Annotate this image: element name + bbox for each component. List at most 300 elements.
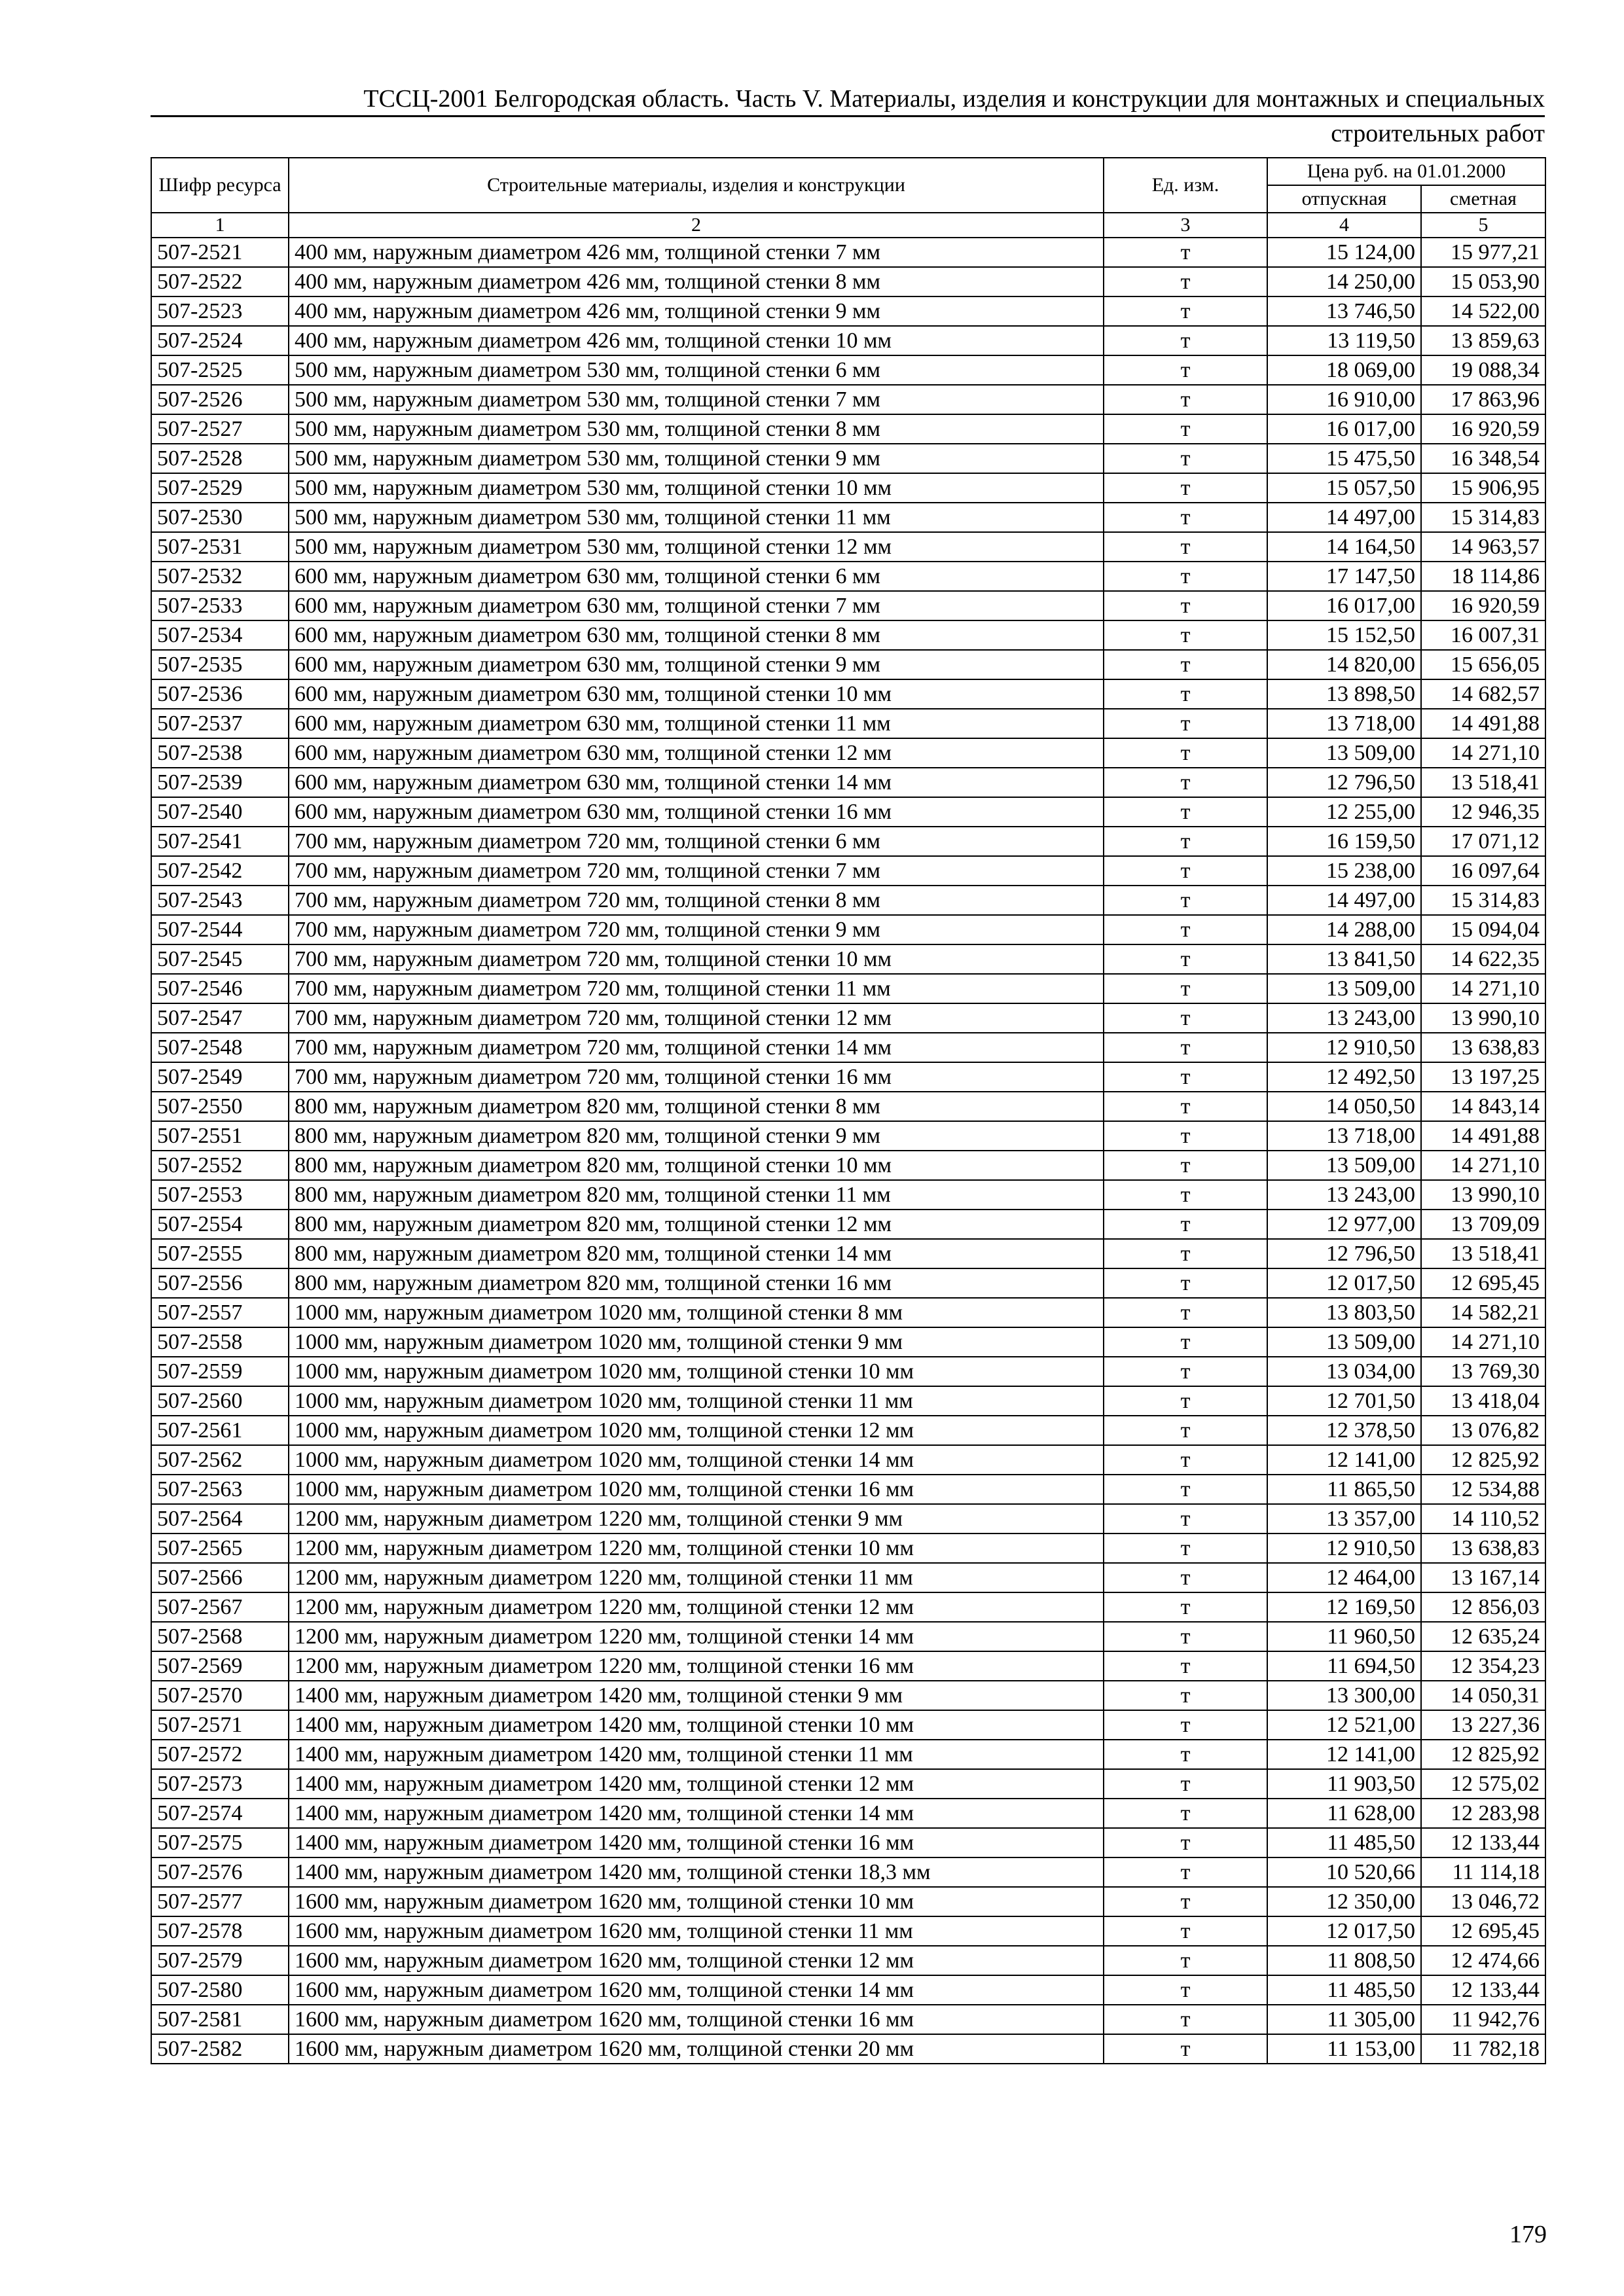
estimate-price-cell: 13 518,41 (1421, 1239, 1545, 1268)
estimate-price-cell: 14 271,10 (1421, 1327, 1545, 1357)
release-price-cell: 13 803,50 (1267, 1298, 1421, 1327)
material-description-cell: 500 мм, наружным диаметром 530 мм, толщиной стенки 9 мм (289, 444, 1104, 473)
resource-code-cell: 507-2551 (151, 1121, 289, 1151)
unit-cell: т (1104, 326, 1267, 355)
table-row (151, 326, 1545, 355)
material-description-cell: 500 мм, наружным диаметром 530 мм, толщиной стенки 12 мм (289, 532, 1104, 562)
resource-code-cell: 507-2557 (151, 1298, 289, 1327)
unit-cell: т (1104, 1445, 1267, 1475)
release-price-cell: 12 464,00 (1267, 1563, 1421, 1592)
material-description-cell: 1000 мм, наружным диаметром 1020 мм, толщиной стенки 11 мм (289, 1386, 1104, 1416)
estimate-price-cell: 15 977,21 (1421, 238, 1545, 267)
unit-cell: т (1104, 385, 1267, 414)
resource-code-cell: 507-2552 (151, 1151, 289, 1180)
release-price-cell: 11 960,50 (1267, 1622, 1421, 1651)
material-description-cell: 1200 мм, наружным диаметром 1220 мм, толщиной стенки 10 мм (289, 1534, 1104, 1563)
resource-code-cell: 507-2558 (151, 1327, 289, 1357)
resource-code-cell: 507-2540 (151, 797, 289, 827)
material-description-cell: 400 мм, наружным диаметром 426 мм, толщиной стенки 10 мм (289, 326, 1104, 355)
release-price-cell: 13 357,00 (1267, 1504, 1421, 1534)
release-price-cell: 11 485,50 (1267, 1975, 1421, 2005)
estimate-price-cell: 14 491,88 (1421, 1121, 1545, 1151)
unit-cell: т (1104, 1592, 1267, 1622)
material-description-cell: 600 мм, наружным диаметром 630 мм, толщиной стенки 12 мм (289, 738, 1104, 768)
estimate-price-cell: 16 097,64 (1421, 856, 1545, 886)
unit-cell: т (1104, 296, 1267, 326)
estimate-price-cell: 13 197,25 (1421, 1062, 1545, 1092)
resource-code-cell: 507-2528 (151, 444, 289, 473)
page-header (151, 82, 1545, 150)
column-header-price-group: Цена руб. на 01.01.2000 (1267, 158, 1545, 185)
material-description-cell: 700 мм, наружным диаметром 720 мм, толщиной стенки 8 мм (289, 886, 1104, 915)
resource-code-cell: 507-2545 (151, 944, 289, 974)
estimate-price-cell: 15 094,04 (1421, 915, 1545, 944)
unit-cell: т (1104, 1622, 1267, 1651)
estimate-price-cell: 13 638,83 (1421, 1534, 1545, 1563)
material-description-cell: 600 мм, наружным диаметром 630 мм, толщиной стенки 16 мм (289, 797, 1104, 827)
unit-cell: т (1104, 797, 1267, 827)
release-price-cell: 13 841,50 (1267, 944, 1421, 974)
unit-cell: т (1104, 1475, 1267, 1504)
resource-code-cell: 507-2561 (151, 1416, 289, 1445)
release-price-cell: 12 492,50 (1267, 1062, 1421, 1092)
material-description-cell: 1400 мм, наружным диаметром 1420 мм, толщиной стенки 11 мм (289, 1740, 1104, 1769)
unit-cell: т (1104, 1946, 1267, 1975)
material-description-cell: 1600 мм, наружным диаметром 1620 мм, толщиной стенки 20 мм (289, 2034, 1104, 2064)
table-row (151, 1062, 1545, 1092)
resource-code-cell: 507-2571 (151, 1710, 289, 1740)
material-description-cell: 600 мм, наружным диаметром 630 мм, толщиной стенки 8 мм (289, 620, 1104, 650)
resource-code-cell: 507-2535 (151, 650, 289, 679)
material-description-cell: 1000 мм, наружным диаметром 1020 мм, толщиной стенки 9 мм (289, 1327, 1104, 1357)
estimate-price-cell: 14 491,88 (1421, 709, 1545, 738)
unit-cell: т (1104, 1916, 1267, 1946)
release-price-cell: 15 124,00 (1267, 238, 1421, 267)
estimate-price-cell: 12 283,98 (1421, 1799, 1545, 1828)
table-row (151, 1416, 1545, 1445)
table-row (151, 1857, 1545, 1887)
unit-cell: т (1104, 1121, 1267, 1151)
material-description-cell: 1000 мм, наружным диаметром 1020 мм, толщиной стенки 16 мм (289, 1475, 1104, 1504)
table-row (151, 1710, 1545, 1740)
resource-code-cell: 507-2577 (151, 1887, 289, 1916)
unit-cell: т (1104, 1033, 1267, 1062)
resource-code-cell: 507-2548 (151, 1033, 289, 1062)
table-row (151, 1121, 1545, 1151)
resource-code-cell: 507-2546 (151, 974, 289, 1003)
material-description-cell: 400 мм, наружным диаметром 426 мм, толщиной стенки 9 мм (289, 296, 1104, 326)
resource-code-cell: 507-2575 (151, 1828, 289, 1857)
release-price-cell: 14 820,00 (1267, 650, 1421, 679)
material-description-cell: 1200 мм, наружным диаметром 1220 мм, толщиной стенки 9 мм (289, 1504, 1104, 1534)
unit-cell: т (1104, 1710, 1267, 1740)
page-number: 179 (1509, 2221, 1547, 2248)
estimate-price-cell: 12 635,24 (1421, 1622, 1545, 1651)
table-row (151, 944, 1545, 974)
material-description-cell: 1000 мм, наружным диаметром 1020 мм, толщиной стенки 8 мм (289, 1298, 1104, 1327)
material-description-cell: 500 мм, наружным диаметром 530 мм, толщиной стенки 7 мм (289, 385, 1104, 414)
material-description-cell: 700 мм, наружным диаметром 720 мм, толщиной стенки 6 мм (289, 827, 1104, 856)
estimate-price-cell: 15 053,90 (1421, 267, 1545, 296)
table-row (151, 267, 1545, 296)
column-number-row (151, 213, 1545, 238)
table-row (151, 915, 1545, 944)
material-description-cell: 600 мм, наружным диаметром 630 мм, толщиной стенки 14 мм (289, 768, 1104, 797)
resource-code-cell: 507-2554 (151, 1210, 289, 1239)
table-row (151, 1298, 1545, 1327)
material-description-cell: 800 мм, наружным диаметром 820 мм, толщиной стенки 11 мм (289, 1180, 1104, 1210)
resource-code-cell: 507-2522 (151, 267, 289, 296)
material-description-cell: 600 мм, наружным диаметром 630 мм, толщиной стенки 11 мм (289, 709, 1104, 738)
release-price-cell: 16 910,00 (1267, 385, 1421, 414)
release-price-cell: 12 169,50 (1267, 1592, 1421, 1622)
table-row (151, 886, 1545, 915)
release-price-cell: 15 152,50 (1267, 620, 1421, 650)
material-description-cell: 1600 мм, наружным диаметром 1620 мм, толщиной стенки 14 мм (289, 1975, 1104, 2005)
material-description-cell: 1400 мм, наружным диаметром 1420 мм, толщиной стенки 14 мм (289, 1799, 1104, 1828)
column-header-price-estimate: сметная (1421, 185, 1545, 213)
material-description-cell: 700 мм, наружным диаметром 720 мм, толщиной стенки 11 мм (289, 974, 1104, 1003)
material-description-cell: 1600 мм, наружным диаметром 1620 мм, толщиной стенки 16 мм (289, 2005, 1104, 2034)
unit-cell: т (1104, 444, 1267, 473)
table-row (151, 1916, 1545, 1946)
resource-code-cell: 507-2563 (151, 1475, 289, 1504)
table-row (151, 444, 1545, 473)
resource-code-cell: 507-2570 (151, 1681, 289, 1710)
table-row (151, 1799, 1545, 1828)
estimate-price-cell: 12 133,44 (1421, 1975, 1545, 2005)
resource-code-cell: 507-2581 (151, 2005, 289, 2034)
unit-cell: т (1104, 1799, 1267, 1828)
resource-code-cell: 507-2539 (151, 768, 289, 797)
release-price-cell: 12 796,50 (1267, 1239, 1421, 1268)
release-price-cell: 11 628,00 (1267, 1799, 1421, 1828)
material-description-cell: 1600 мм, наружным диаметром 1620 мм, толщиной стенки 12 мм (289, 1946, 1104, 1975)
resource-code-cell: 507-2526 (151, 385, 289, 414)
release-price-cell: 16 017,00 (1267, 591, 1421, 620)
resource-code-cell: 507-2550 (151, 1092, 289, 1121)
price-table (151, 157, 1546, 2064)
estimate-price-cell: 13 167,14 (1421, 1563, 1545, 1592)
material-description-cell: 1400 мм, наружным диаметром 1420 мм, толщиной стенки 18,3 мм (289, 1857, 1104, 1887)
material-description-cell: 800 мм, наружным диаметром 820 мм, толщиной стенки 10 мм (289, 1151, 1104, 1180)
material-description-cell: 1200 мм, наружным диаметром 1220 мм, толщиной стенки 14 мм (289, 1622, 1104, 1651)
table-row (151, 414, 1545, 444)
resource-code-cell: 507-2565 (151, 1534, 289, 1563)
unit-cell: т (1104, 1092, 1267, 1121)
release-price-cell: 14 288,00 (1267, 915, 1421, 944)
release-price-cell: 13 243,00 (1267, 1180, 1421, 1210)
table-row (151, 856, 1545, 886)
release-price-cell: 14 164,50 (1267, 532, 1421, 562)
table-row (151, 296, 1545, 326)
estimate-price-cell: 13 769,30 (1421, 1357, 1545, 1386)
table-row (151, 679, 1545, 709)
estimate-price-cell: 12 474,66 (1421, 1946, 1545, 1975)
table-row (151, 562, 1545, 591)
unit-cell: т (1104, 768, 1267, 797)
table-row (151, 797, 1545, 827)
material-description-cell: 600 мм, наружным диаметром 630 мм, толщиной стенки 10 мм (289, 679, 1104, 709)
table-row (151, 1033, 1545, 1062)
column-number: 2 (289, 213, 1104, 238)
resource-code-cell: 507-2524 (151, 326, 289, 355)
unit-cell: т (1104, 620, 1267, 650)
release-price-cell: 14 497,00 (1267, 503, 1421, 532)
column-header-materials: Строительные материалы, изделия и конструкции (289, 158, 1104, 213)
table-row (151, 1975, 1545, 2005)
table-row (151, 827, 1545, 856)
release-price-cell: 12 910,50 (1267, 1033, 1421, 1062)
material-description-cell: 1000 мм, наружным диаметром 1020 мм, толщиной стенки 12 мм (289, 1416, 1104, 1445)
release-price-cell: 16 159,50 (1267, 827, 1421, 856)
table-row (151, 1828, 1545, 1857)
estimate-price-cell: 11 114,18 (1421, 1857, 1545, 1887)
resource-code-cell: 507-2567 (151, 1592, 289, 1622)
table-row (151, 709, 1545, 738)
material-description-cell: 1200 мм, наружным диаметром 1220 мм, толщиной стенки 12 мм (289, 1592, 1104, 1622)
estimate-price-cell: 16 007,31 (1421, 620, 1545, 650)
resource-code-cell: 507-2521 (151, 238, 289, 267)
material-description-cell: 700 мм, наружным диаметром 720 мм, толщиной стенки 10 мм (289, 944, 1104, 974)
table-row (151, 974, 1545, 1003)
column-number: 3 (1104, 213, 1267, 238)
material-description-cell: 500 мм, наружным диаметром 530 мм, толщиной стенки 10 мм (289, 473, 1104, 503)
estimate-price-cell: 11 782,18 (1421, 2034, 1545, 2064)
estimate-price-cell: 12 695,45 (1421, 1268, 1545, 1298)
release-price-cell: 12 017,50 (1267, 1268, 1421, 1298)
estimate-price-cell: 12 575,02 (1421, 1769, 1545, 1799)
unit-cell: т (1104, 1416, 1267, 1445)
release-price-cell: 14 050,50 (1267, 1092, 1421, 1121)
column-header-unit: Ед. изм. (1104, 158, 1267, 213)
material-description-cell: 400 мм, наружным диаметром 426 мм, толщиной стенки 7 мм (289, 238, 1104, 267)
table-row (151, 503, 1545, 532)
unit-cell: т (1104, 915, 1267, 944)
table-row (151, 738, 1545, 768)
resource-code-cell: 507-2568 (151, 1622, 289, 1651)
unit-cell: т (1104, 974, 1267, 1003)
unit-cell: т (1104, 709, 1267, 738)
unit-cell: т (1104, 414, 1267, 444)
table-row (151, 1681, 1545, 1710)
release-price-cell: 14 497,00 (1267, 886, 1421, 915)
material-description-cell: 400 мм, наружным диаметром 426 мм, толщиной стенки 8 мм (289, 267, 1104, 296)
release-price-cell: 13 746,50 (1267, 296, 1421, 326)
estimate-price-cell: 14 963,57 (1421, 532, 1545, 562)
release-price-cell: 13 300,00 (1267, 1681, 1421, 1710)
unit-cell: т (1104, 2005, 1267, 2034)
estimate-price-cell: 17 071,12 (1421, 827, 1545, 856)
release-price-cell: 12 141,00 (1267, 1740, 1421, 1769)
unit-cell: т (1104, 679, 1267, 709)
release-price-cell: 13 898,50 (1267, 679, 1421, 709)
estimate-price-cell: 12 534,88 (1421, 1475, 1545, 1504)
release-price-cell: 13 718,00 (1267, 1121, 1421, 1151)
table-row (151, 1622, 1545, 1651)
unit-cell: т (1104, 886, 1267, 915)
estimate-price-cell: 15 656,05 (1421, 650, 1545, 679)
material-description-cell: 1400 мм, наружным диаметром 1420 мм, толщиной стенки 16 мм (289, 1828, 1104, 1857)
release-price-cell: 12 255,00 (1267, 797, 1421, 827)
release-price-cell: 11 485,50 (1267, 1828, 1421, 1857)
table-row (151, 1327, 1545, 1357)
release-price-cell: 15 057,50 (1267, 473, 1421, 503)
table-row (151, 1268, 1545, 1298)
unit-cell: т (1104, 2034, 1267, 2064)
release-price-cell: 12 910,50 (1267, 1534, 1421, 1563)
unit-cell: т (1104, 1327, 1267, 1357)
material-description-cell: 700 мм, наружным диаметром 720 мм, толщиной стенки 14 мм (289, 1033, 1104, 1062)
estimate-price-cell: 15 906,95 (1421, 473, 1545, 503)
resource-code-cell: 507-2542 (151, 856, 289, 886)
resource-code-cell: 507-2541 (151, 827, 289, 856)
table-row (151, 1180, 1545, 1210)
release-price-cell: 13 718,00 (1267, 709, 1421, 738)
resource-code-cell: 507-2547 (151, 1003, 289, 1033)
table-row (151, 473, 1545, 503)
resource-code-cell: 507-2530 (151, 503, 289, 532)
resource-code-cell: 507-2582 (151, 2034, 289, 2064)
release-price-cell: 13 509,00 (1267, 1327, 1421, 1357)
release-price-cell: 12 977,00 (1267, 1210, 1421, 1239)
estimate-price-cell: 12 946,35 (1421, 797, 1545, 827)
unit-cell: т (1104, 562, 1267, 591)
table-row (151, 591, 1545, 620)
estimate-price-cell: 13 518,41 (1421, 768, 1545, 797)
unit-cell: т (1104, 591, 1267, 620)
unit-cell: т (1104, 238, 1267, 267)
release-price-cell: 15 475,50 (1267, 444, 1421, 473)
estimate-price-cell: 15 314,83 (1421, 886, 1545, 915)
resource-code-cell: 507-2527 (151, 414, 289, 444)
resource-code-cell: 507-2536 (151, 679, 289, 709)
resource-code-cell: 507-2531 (151, 532, 289, 562)
estimate-price-cell: 13 709,09 (1421, 1210, 1545, 1239)
release-price-cell: 13 119,50 (1267, 326, 1421, 355)
unit-cell: т (1104, 1003, 1267, 1033)
material-description-cell: 500 мм, наружным диаметром 530 мм, толщиной стенки 6 мм (289, 355, 1104, 385)
table-row (151, 1740, 1545, 1769)
header-title-line1: ТССЦ-2001 Белгородская область. Часть V. Материалы, изделия и конструкции для монтажных и специальных (151, 82, 1545, 117)
resource-code-cell: 507-2566 (151, 1563, 289, 1592)
resource-code-cell: 507-2556 (151, 1268, 289, 1298)
estimate-price-cell: 15 314,83 (1421, 503, 1545, 532)
resource-code-cell: 507-2555 (151, 1239, 289, 1268)
estimate-price-cell: 16 348,54 (1421, 444, 1545, 473)
estimate-price-cell: 14 110,52 (1421, 1504, 1545, 1534)
estimate-price-cell: 12 825,92 (1421, 1445, 1545, 1475)
table-row (151, 1386, 1545, 1416)
material-description-cell: 700 мм, наружным диаметром 720 мм, толщиной стенки 16 мм (289, 1062, 1104, 1092)
release-price-cell: 11 903,50 (1267, 1769, 1421, 1799)
resource-code-cell: 507-2564 (151, 1504, 289, 1534)
material-description-cell: 700 мм, наружным диаметром 720 мм, толщиной стенки 12 мм (289, 1003, 1104, 1033)
table-row (151, 355, 1545, 385)
estimate-price-cell: 12 825,92 (1421, 1740, 1545, 1769)
estimate-price-cell: 14 271,10 (1421, 1151, 1545, 1180)
unit-cell: т (1104, 650, 1267, 679)
column-number: 4 (1267, 213, 1421, 238)
resource-code-cell: 507-2580 (151, 1975, 289, 2005)
resource-code-cell: 507-2544 (151, 915, 289, 944)
estimate-price-cell: 14 622,35 (1421, 944, 1545, 974)
material-description-cell: 700 мм, наружным диаметром 720 мм, толщиной стенки 7 мм (289, 856, 1104, 886)
release-price-cell: 13 509,00 (1267, 1151, 1421, 1180)
resource-code-cell: 507-2523 (151, 296, 289, 326)
table-row (151, 2005, 1545, 2034)
material-description-cell: 1000 мм, наружным диаметром 1020 мм, толщиной стенки 10 мм (289, 1357, 1104, 1386)
material-description-cell: 1400 мм, наружным диаметром 1420 мм, толщиной стенки 12 мм (289, 1769, 1104, 1799)
unit-cell: т (1104, 267, 1267, 296)
estimate-price-cell: 14 271,10 (1421, 974, 1545, 1003)
release-price-cell: 11 808,50 (1267, 1946, 1421, 1975)
release-price-cell: 12 350,00 (1267, 1887, 1421, 1916)
table-row (151, 1534, 1545, 1563)
column-header-code: Шифр ресурса (151, 158, 289, 213)
table-row (151, 1504, 1545, 1534)
resource-code-cell: 507-2534 (151, 620, 289, 650)
column-number: 1 (151, 213, 289, 238)
estimate-price-cell: 14 843,14 (1421, 1092, 1545, 1121)
resource-code-cell: 507-2532 (151, 562, 289, 591)
table-row (151, 532, 1545, 562)
unit-cell: т (1104, 1887, 1267, 1916)
estimate-price-cell: 14 582,21 (1421, 1298, 1545, 1327)
unit-cell: т (1104, 1740, 1267, 1769)
estimate-price-cell: 14 050,31 (1421, 1681, 1545, 1710)
release-price-cell: 10 520,66 (1267, 1857, 1421, 1887)
table-row (151, 1357, 1545, 1386)
material-description-cell: 1000 мм, наружным диаметром 1020 мм, толщиной стенки 14 мм (289, 1445, 1104, 1475)
estimate-price-cell: 12 133,44 (1421, 1828, 1545, 1857)
unit-cell: т (1104, 1151, 1267, 1180)
column-number: 5 (1421, 213, 1545, 238)
estimate-price-cell: 16 920,59 (1421, 414, 1545, 444)
release-price-cell: 12 521,00 (1267, 1710, 1421, 1740)
release-price-cell: 12 141,00 (1267, 1445, 1421, 1475)
estimate-price-cell: 12 354,23 (1421, 1651, 1545, 1681)
material-description-cell: 1600 мм, наружным диаметром 1620 мм, толщиной стенки 11 мм (289, 1916, 1104, 1946)
resource-code-cell: 507-2559 (151, 1357, 289, 1386)
estimate-price-cell: 16 920,59 (1421, 591, 1545, 620)
unit-cell: т (1104, 1062, 1267, 1092)
estimate-price-cell: 13 990,10 (1421, 1180, 1545, 1210)
unit-cell: т (1104, 1268, 1267, 1298)
release-price-cell: 13 509,00 (1267, 738, 1421, 768)
unit-cell: т (1104, 1651, 1267, 1681)
unit-cell: т (1104, 355, 1267, 385)
table-row (151, 620, 1545, 650)
table-row (151, 650, 1545, 679)
release-price-cell: 12 701,50 (1267, 1386, 1421, 1416)
release-price-cell: 13 509,00 (1267, 974, 1421, 1003)
table-header (151, 158, 1545, 238)
unit-cell: т (1104, 738, 1267, 768)
estimate-price-cell: 18 114,86 (1421, 562, 1545, 591)
release-price-cell: 12 017,50 (1267, 1916, 1421, 1946)
material-description-cell: 500 мм, наружным диаметром 530 мм, толщиной стенки 11 мм (289, 503, 1104, 532)
release-price-cell: 17 147,50 (1267, 562, 1421, 591)
estimate-price-cell: 12 695,45 (1421, 1916, 1545, 1946)
estimate-price-cell: 19 088,34 (1421, 355, 1545, 385)
estimate-price-cell: 13 990,10 (1421, 1003, 1545, 1033)
resource-code-cell: 507-2538 (151, 738, 289, 768)
estimate-price-cell: 14 682,57 (1421, 679, 1545, 709)
resource-code-cell: 507-2573 (151, 1769, 289, 1799)
release-price-cell: 12 796,50 (1267, 768, 1421, 797)
estimate-price-cell: 11 942,76 (1421, 2005, 1545, 2034)
